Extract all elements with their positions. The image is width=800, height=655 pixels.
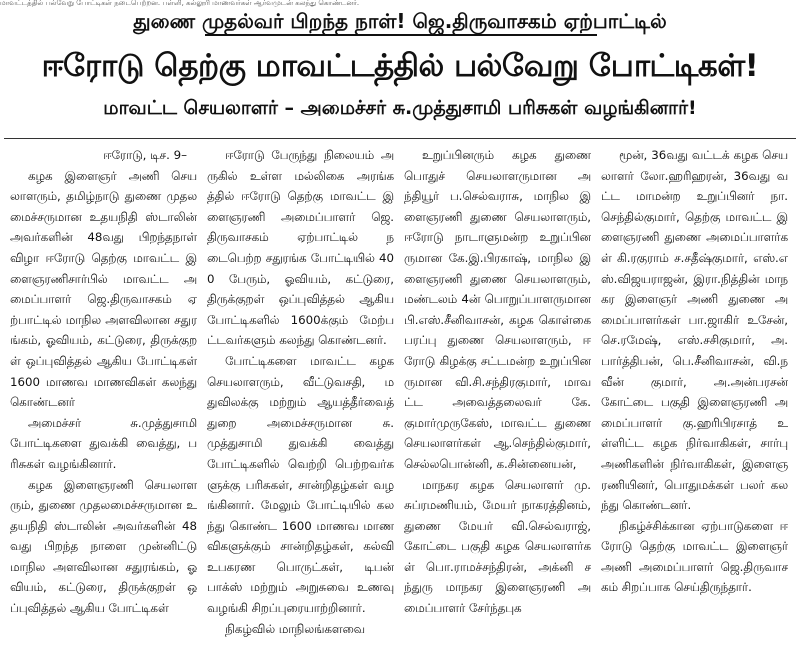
article-column-4	[601, 145, 788, 650]
paragraph: நிகழ்வில் மாநிலங்களவை	[225, 621, 365, 636]
article-column-2	[207, 145, 394, 650]
previous-article-strip: மாவட்டத்தில் பல்வேறு போட்டிகள் நடைபெற்றன. பள்ளி, கல்லூரி மாணவர்கள் ஆர்வமுடன் கலந்து கொண்டனர்.	[0, 0, 360, 7]
paragraph: நிகழ்ச்சிக்கான ஏற்பாடுகளை ஈரோடு தெற்கு மாவட்ட இளைஞர் அணி அமைப்பாளர் ஜெ.திருவாசகம் சிறப்பாக செய்திருந்தார்.	[601, 518, 788, 595]
article-body	[10, 145, 790, 650]
article-column-1	[10, 145, 197, 650]
article-column-3	[404, 145, 591, 650]
paragraph: உறுப்பினரும் கழக துணை பொதுச் செயலாளருமான அந்தியூர் ப.செல்வராசு, மாநில இளைஞரணி துணை செயலாளரும், ஈரோடு நாடாளுமன்ற உறுப்பினருமான கே.இ.பிரகாஷ், மாநில இளைஞரணி துணை செயலாளரும், மண்டலம் 4ன் பொறுப்பாளருமான பி.எஸ்.சீனிவாசன், கழக கொள்கை பரப்பு துணை செயலாளரும், ஈரோடு கிழக்கு சட்டமன்ற உறுப்பினருமான வி.சி.சந்திரகுமார், மாவட்ட அவைத்தலைவர் கே.குமார்முருகேஸ், மாவட்ட துணை செயலாளர்கள் ஆ.செந்தில்குமார், செல்லபொன்னி, க.சின்னையன்,	[404, 148, 591, 471]
paragraph: அமைச்சர் சு.முத்துசாமி போட்டிகளை துவக்கி வைத்து, பரிசுகள் வழங்கினார்.	[10, 415, 197, 471]
dateline: ஈரோடு, டிச. 9–	[103, 148, 187, 162]
divider	[4, 138, 796, 139]
sub-headline: மாவட்ட செயலாளர் – அமைச்சர் சு.முத்துசாமி பரிசுகள் வழங்கினார்!	[103, 97, 697, 119]
paragraph: கழக இளைஞர் அணி செயலாளரும், தமிழ்நாடு துணை முதலமைச்சருமான உதயநிதி ஸ்டாலின் அவர்களின் 48வது பிறந்தநாள் விழா ஈரோடு தெற்கு மாவட்ட இளைஞரணிசார்பில் மாவட்ட அமைப்பாளர் ஜெ.திருவாசகம் ஏற்பாட்டில் மாநில அளவிலான சதுரங்கம், ஓவியம், கட்டுரை, திருக்குறள் ஒப்புவித்தல் ஆகிய போட்டிகள் 1600 மாணவ மாணவிகள் கலந்து கொண்டனர்	[10, 168, 197, 410]
paragraph: மூன், 36வது வட்டக் கழக செயலாளர் லோ.ஹரிஹரன், 36வது வட்ட மாமன்ற உறுப்பினர் நா.செந்தில்குமார், தெற்கு மாவட்ட இளைஞரணி துணை அமைப்பாளர்கள் கி.ரகுராம் ச.சதீஷ்குமார், எஸ்.எஸ்.விஜயராஜன், இரா.நித்தின் மாநகர இளைஞர் அணி துணை அமைப்பாளர்கள் பா.ஜாகிர் உசேன், செ.ரமேஷ், எஸ்.சசிகுமார், அ.பார்த்திபன், பெ.சீனிவாசன், வி.நவீன் குமார், அ.அன்பரசன் கோட்டை பகுதி இளைஞரணி அமைப்பாளர் கு.ஹரிபிரசாத் உள்ளிட்ட கழக நிர்வாகிகள், சார்பு அணிகளின் நிர்வாகிகள், இளைஞரணியினர், பொதுமக்கள் பலர் கலந்து கொண்டனர்.	[601, 148, 788, 513]
main-headline: ஈரோடு தெற்கு மாவட்டத்தில் பல்வேறு போட்டிகள்!	[41, 48, 759, 84]
kicker-headline: துணை முதல்வர் பிறந்த நாள்! ஜெ.திருவாசகம் ஏற்பாட்டில்	[133, 9, 667, 33]
paragraph: போட்டிகளை மாவட்ட கழக செயலாளரும், வீட்டுவசதி, மதுவிலக்கு மற்றும் ஆயத்தீர்வைத் துறை அமைச்சருமான சு.முத்துசாமி துவக்கி வைத்து போட்டிகளில் வெற்றி பெற்றவர்களுக்கு பரிசுகள், சான்றிதழ்கள் வழங்கினார். மேலும் போட்டியில் கலந்து கொண்ட 1600 மாணவ மாணவிகளுக்கும் சான்றிதழ்கள், கல்வி உபகரண பொருட்கள், டிபன் பாக்ஸ் மற்றும் அறுசுவை உணவு வழங்கி சிறப்புரையாற்றினார்.	[207, 353, 394, 616]
paragraph: மாநகர கழக செயலாளர் மு.சுப்ரமணியம், மேயர் நாகரத்தினம், துணை மேயர் வி.செல்வராஜ், கோட்டை பகுதி கழக செயலாளர்கள் பொ.ராமச்சந்திரன், அக்னி சந்துரு மாநகர இளைஞரணி அமைப்பாளர் சேர்ந்தபுக	[404, 477, 591, 616]
paragraph: கழக இளைஞரணி செயலாளரும், துணை முதலமைச்சருமான உதயநிதி ஸ்டாலின் அவர்களின் 48வது பிறந்த நாளை முன்னிட்டு மாநில அளவிலான சதுரங்கம், ஓவியம், கட்டுரை, திருக்குறள் ஒப்புவித்தல் ஆகிய போட்டிகள்	[10, 477, 197, 616]
kicker-underline	[205, 34, 597, 36]
paragraph: ஈரோடு பேருந்து நிலையம் அருகில் உள்ள மல்லிகை அரங்கத்தில் ஈரோடு தெற்கு மாவட்ட இளைஞரணி அமைப்பாளர் ஜெ.திருவாசகம் ஏற்பாட்டில் நடைபெற்ற சதுரங்க போட்டியில் 400 பேரும், ஓவியம், கட்டுரை, திருக்குறள் ஒப்புவித்தல் ஆகிய போட்டிகளில் 1600க்கும் மேற்பட்டவர்களும் கலந்து கொண்டனர்.	[207, 148, 394, 348]
